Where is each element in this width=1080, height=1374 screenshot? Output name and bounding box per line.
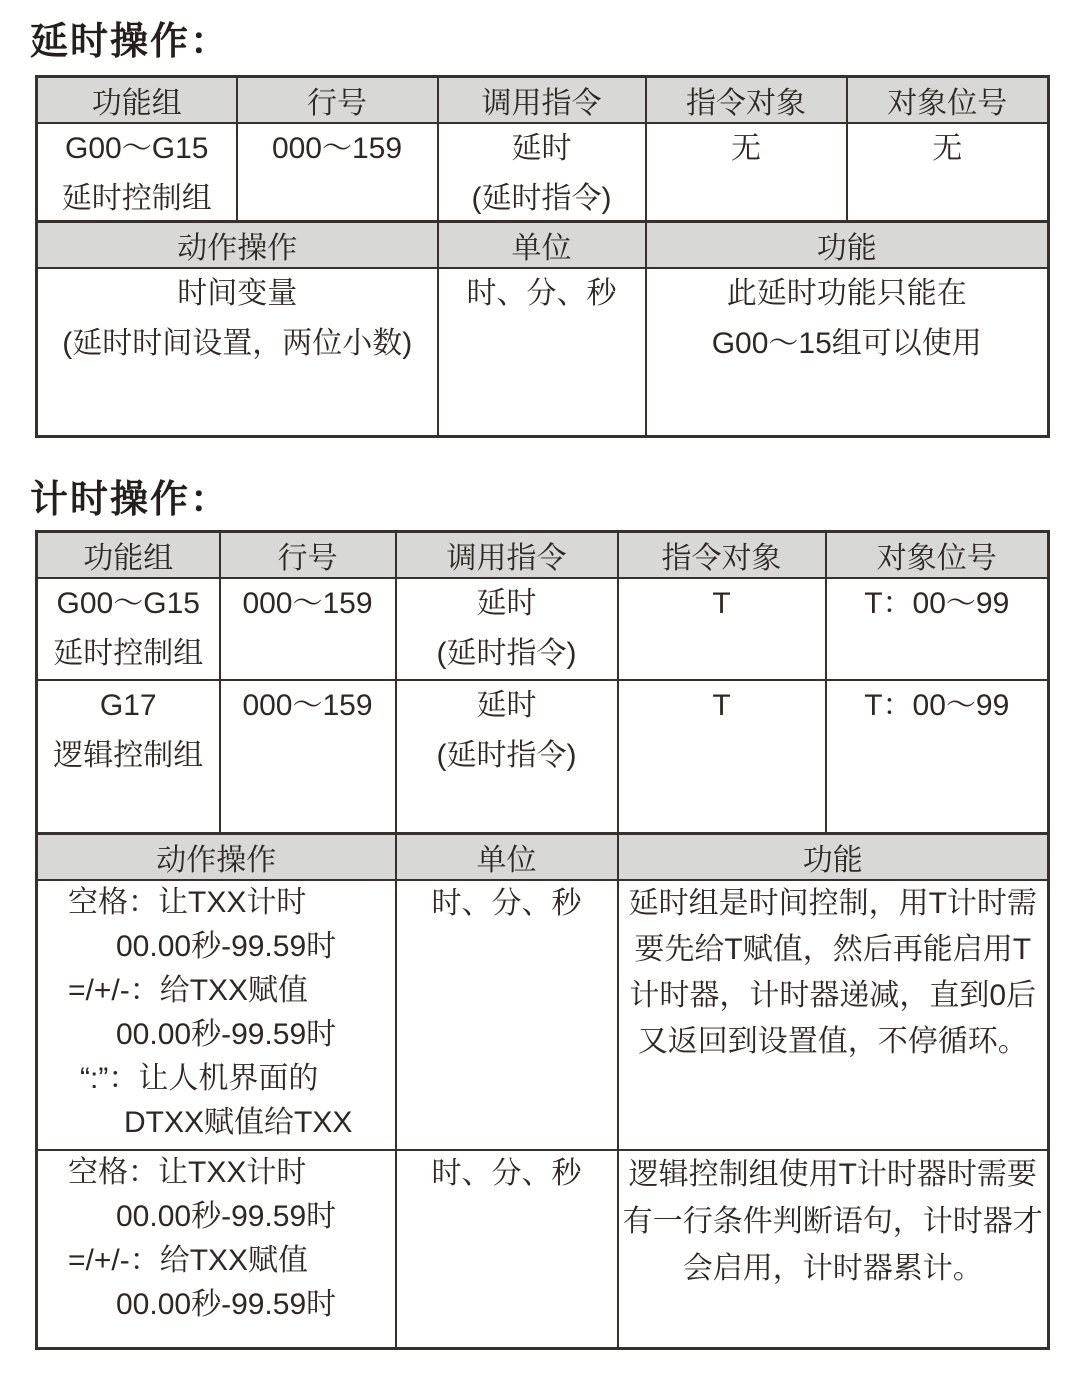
text-line: 延时控制组	[61, 182, 212, 215]
col-header-command-target: 指令对象	[646, 77, 847, 124]
text-line: 又返回到设置值，不停循环。	[637, 1025, 1028, 1058]
cell-target-bit	[847, 123, 1049, 226]
text-line: T：00～99	[864, 587, 1010, 620]
cell-call-command	[438, 123, 646, 226]
text-line: 时、分、秒	[431, 887, 582, 920]
timing-spec-row-g17	[37, 680, 1049, 835]
text-line: 逻辑控制组使用T计时器时需要	[628, 1158, 1037, 1191]
delay-action-header-row	[37, 222, 1049, 269]
cell-function-group	[37, 123, 237, 226]
cell-function	[646, 268, 1049, 437]
timing-section-title: 计时操作：	[30, 479, 231, 521]
col-header-action: 动作操作	[37, 834, 396, 881]
cell-unit	[396, 1150, 618, 1349]
text-line: 000～159	[242, 689, 373, 722]
text-line: 延时	[476, 689, 537, 722]
delay-section-title: 延时操作：	[30, 21, 231, 63]
delay-action-table	[35, 220, 1050, 438]
delay-spec-header-row	[37, 77, 1049, 124]
text-line: 00.00秒-99.59时	[116, 930, 337, 963]
text-line: G00～G15	[65, 132, 209, 165]
text-line: =/+/-：给TXX赋值	[68, 1244, 309, 1277]
text-line: “:”：让人机界面的	[80, 1062, 319, 1095]
cell-line-number	[220, 578, 396, 680]
col-header-function: 功能	[646, 222, 1049, 269]
text-line: 延时组是时间控制，用T计时需	[628, 887, 1037, 920]
text-line: DTXX赋值给TXX	[124, 1106, 353, 1139]
col-header-target-bit: 对象位号	[847, 77, 1049, 124]
text-line: 延时	[511, 132, 572, 165]
timing-spec-table	[35, 530, 1050, 836]
col-header-command-target: 指令对象	[618, 532, 826, 579]
text-line: T	[712, 587, 731, 620]
text-line: (延时指令)	[436, 739, 577, 772]
col-header-target-bit: 对象位号	[826, 532, 1049, 579]
text-line: 无	[731, 132, 761, 165]
text-line: 要先给T赋值，然后再能启用T	[634, 933, 1032, 966]
text-line: =/+/-：给TXX赋值	[68, 974, 309, 1007]
text-line: 00.00秒-99.59时	[116, 1200, 337, 1233]
text-line: 延时	[476, 587, 537, 620]
cell-call-command	[396, 680, 618, 835]
col-header-call-command: 调用指令	[438, 77, 646, 124]
col-header-function: 功能	[618, 834, 1049, 881]
col-header-line-number: 行号	[220, 532, 396, 579]
delay-spec-table	[35, 75, 1050, 227]
text-line: 000～159	[271, 132, 403, 165]
cell-target-bit	[826, 680, 1049, 835]
text-line: 000～159	[242, 587, 373, 620]
delay-action-data-row	[37, 268, 1049, 437]
cell-function	[618, 880, 1049, 1150]
timing-spec-header-row	[37, 532, 1049, 579]
col-header-call-command: 调用指令	[396, 532, 618, 579]
text-line: 00.00秒-99.59时	[116, 1018, 337, 1051]
timing-action-table	[35, 832, 1050, 1350]
text-line: 计时器，计时器递减，直到0后	[629, 979, 1037, 1012]
text-line: 此延时功能只能在	[726, 277, 967, 310]
text-line: 00.00秒-99.59时	[116, 1288, 337, 1321]
text-line: 时、分、秒	[466, 277, 617, 310]
cell-line-number	[237, 123, 438, 226]
cell-target-bit	[826, 578, 1049, 680]
text-line: (延时指令)	[436, 637, 577, 670]
cell-command-target	[618, 680, 826, 835]
timing-action-row-logic-group	[37, 1150, 1049, 1349]
col-header-unit: 单位	[396, 834, 618, 881]
text-line: 无	[932, 132, 963, 165]
cell-function	[618, 1150, 1049, 1349]
col-header-unit: 单位	[438, 222, 646, 269]
text-line: 会启用，计时器累计。	[682, 1252, 983, 1285]
cell-action	[37, 880, 396, 1150]
text-line: 延时控制组	[53, 637, 204, 670]
text-line: (延时时间设置，两位小数)	[62, 327, 413, 360]
cell-unit	[438, 268, 646, 437]
text-line: G17	[99, 689, 157, 722]
cell-call-command	[396, 578, 618, 680]
timing-action-header-row	[37, 834, 1049, 881]
text-line: 时、分、秒	[431, 1157, 582, 1190]
text-line: 空格：让TXX计时	[68, 886, 307, 919]
text-line: 空格：让TXX计时	[68, 1156, 307, 1189]
cell-function-group	[37, 578, 220, 680]
text-line: 时间变量	[177, 277, 298, 310]
cell-line-number	[220, 680, 396, 835]
cell-unit	[396, 880, 618, 1150]
text-line: T：00～99	[864, 689, 1010, 722]
col-header-function-group: 功能组	[37, 77, 237, 124]
col-header-function-group: 功能组	[37, 532, 220, 579]
col-header-line-number: 行号	[237, 77, 438, 124]
timing-spec-row-g00	[37, 578, 1049, 680]
cell-command-target	[646, 123, 847, 226]
delay-spec-data-row	[37, 123, 1049, 226]
cell-action	[37, 268, 438, 437]
text-line: 逻辑控制组	[53, 739, 204, 772]
timing-action-row-delay-group	[37, 880, 1049, 1150]
text-line: T	[712, 689, 731, 722]
text-line: (延时指令)	[471, 182, 612, 215]
cell-action	[37, 1150, 396, 1349]
cell-function-group	[37, 680, 220, 835]
text-line: G00～G15	[56, 587, 200, 620]
text-line: G00～15组可以使用	[711, 327, 982, 360]
text-line: 有一行条件判断语句，计时器才	[622, 1205, 1043, 1238]
cell-command-target	[618, 578, 826, 680]
col-header-action: 动作操作	[37, 222, 438, 269]
